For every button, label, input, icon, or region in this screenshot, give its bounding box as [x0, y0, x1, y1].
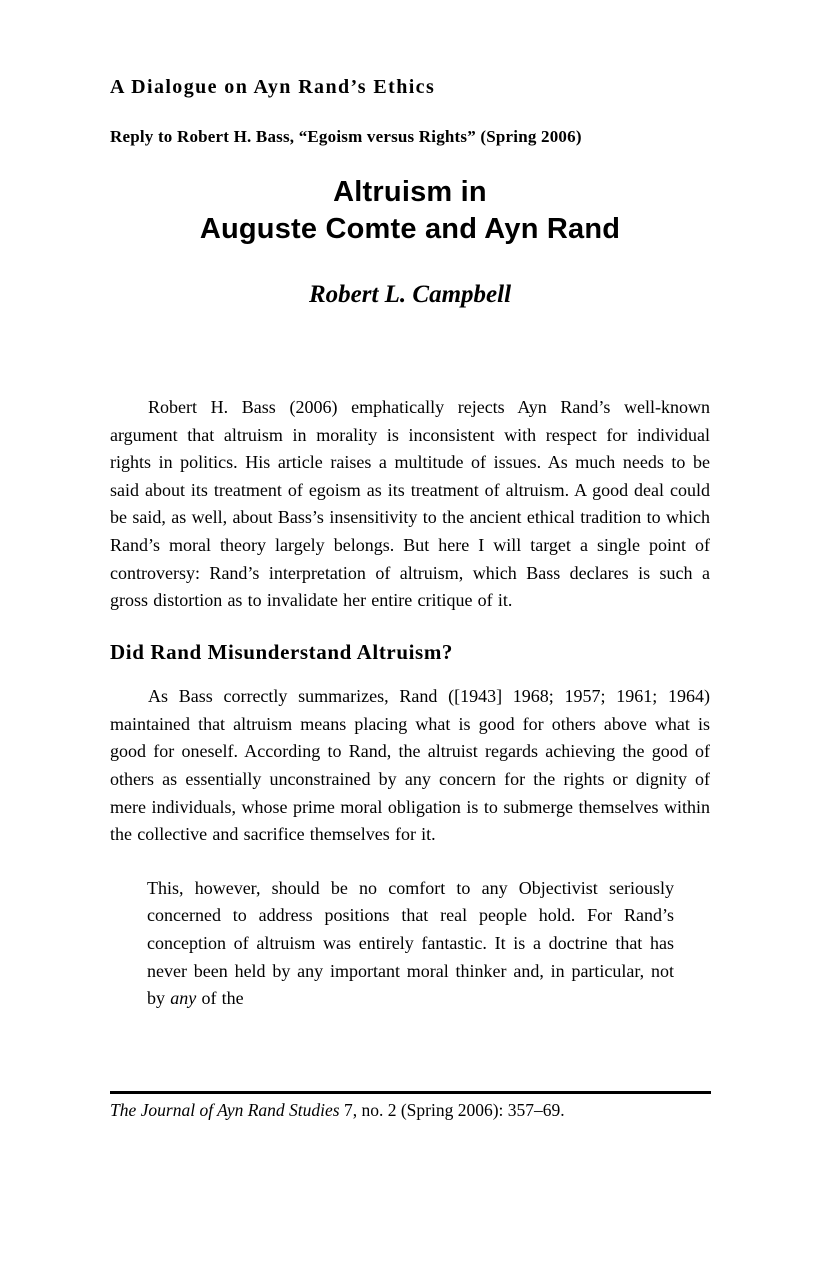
journal-citation [110, 1099, 711, 1122]
page-footer [110, 1091, 711, 1122]
article-title-line-2: Auguste Comte and Ayn Rand [199, 213, 621, 245]
bass-quotation-block [147, 875, 674, 1013]
journal-title-italic: The Journal of Ayn Rand Studies [110, 1100, 340, 1120]
quote-text-after-italic: of the [196, 988, 244, 1009]
author-name: Robert L. Campbell [308, 281, 512, 308]
quote-text-before-italic: This, however, should be no comfort to any Objectivist seriously concerned to address positions that real people hold. For Rand’s conception of altruism was entirely fantastic. It is a doctrine that has never been held by any important moral thinker and, in particular, not by [147, 877, 674, 1009]
article-title [110, 174, 710, 248]
article-title-line-1: Altruism in [333, 176, 487, 208]
footer-divider-rule [110, 1091, 711, 1094]
quote-italic-word: any [170, 988, 197, 1009]
section-heading: Did Rand Misunderstand Altruism? [110, 639, 454, 664]
page-content-column [110, 0, 710, 1013]
reply-line: Reply to Robert H. Bass, “Egoism versus Rights” (Spring 2006) [110, 127, 582, 146]
intro-paragraph: Robert H. Bass (2006) emphatically rejects Ayn Rand’s well-known argument that altruism in morality is inconsistent with respect for individual rights in politics. His article raises a multitude of issues. As much needs to be said about its treatment of egoism as its treatment of altruism. A good deal could be said, as well, about Bass’s insensitivity to the ancient ethical tradition to which Rand’s moral theory largely belongs. But here I will target a single point of controversy: Rand’s interpretation of altruism, which Bass declares is such a gross distortion as to invalidate her entire critique of it. [110, 397, 710, 611]
summary-paragraph: As Bass correctly summarizes, Rand ([1943] 1968; 1957; 1961; 1964) maintained that altruism means placing what is good for others above what is good for oneself. According to Rand, the altruist regards achieving the good of others as essentially unconstrained by any concern for the rights or dignity of mere individuals, whose prime moral obligation is to submerge themselves within the collective and sacrifice themselves for it. [110, 686, 710, 845]
citation-rest: 7, no. 2 (Spring 2006): 357–69. [339, 1100, 565, 1120]
running-head: A Dialogue on Ayn Rand’s Ethics [110, 76, 436, 98]
